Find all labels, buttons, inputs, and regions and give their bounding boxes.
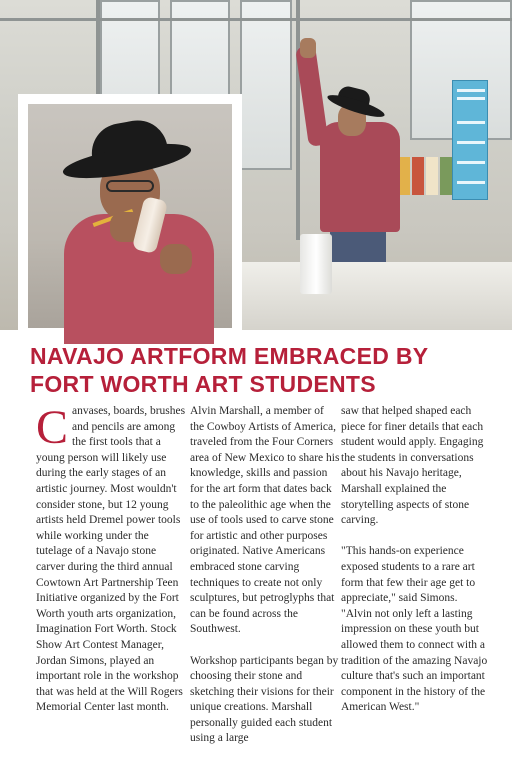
article-column-2	[190, 404, 340, 763]
wall-poster	[452, 80, 488, 200]
wall-pipe	[296, 0, 300, 240]
drop-cap: C	[36, 401, 69, 454]
article-column-3	[341, 404, 491, 731]
paragraph: "This hands-on experience exposed students to a rare art form that few their age get to appreciate," said Simons. "Alvin not only left a lasting impression on these youth but allowed them to connect with a tradition of the amazing Navajo culture that's such an important component in the history of the American West."	[341, 545, 488, 714]
eyeglasses	[106, 180, 154, 192]
article-headline	[30, 342, 500, 398]
paragraph: Canvases, boards, brushes and pencils are among the first tools that a young person will likely use during the early stages of an artistic journey. Most wouldn't consider stone, but 12 young artists held Dremel power tools while working under the tutelage of a Navajo stone carver during the third annual Cowtown Art Partnership Teen Initiative organized by the Fort Worth youth arts organization, Imagination Fort Worth. Stock Show Art Contest Manager, Jordan Simons, played an important role in the workshop that was held at the Will Rogers Memorial Center last month.	[36, 401, 186, 714]
paragraph: saw that helped shaped each piece for finer details that each student would apply. Engaging the students in conversations about his Navajo heritage, Marshall explained the storytelling aspects of stone carving.	[341, 405, 484, 527]
work-table	[230, 262, 512, 330]
inset-photo	[28, 104, 232, 328]
ceiling-pipe	[0, 18, 512, 21]
paragraph: Workshop participants began by choosing their stone and sketching their visions for their unique creations. Marshall personally guided each student using a large	[190, 654, 339, 745]
book-display	[398, 155, 454, 195]
studio-window	[240, 0, 292, 170]
paper-towel-roll	[300, 234, 332, 294]
article-column-1	[36, 401, 186, 731]
headline-line-2: FORT WORTH ART STUDENTS	[30, 371, 376, 397]
headline-line-1: NAVAJO ARTFORM EMBRACED BY	[30, 343, 429, 369]
paragraph: Alvin Marshall, a member of the Cowboy Artists of America, traveled from the Four Corners area of New Mexico to share his knowledge, skills and passion for the art form that dates back to the paleolithic age when the use of tools used to carve stone for artistic and other purposes originated. Native Americans embraced stone carving techniques to create not only sculptures, but petroglyphs that can be found across the Southwest.	[190, 405, 340, 636]
